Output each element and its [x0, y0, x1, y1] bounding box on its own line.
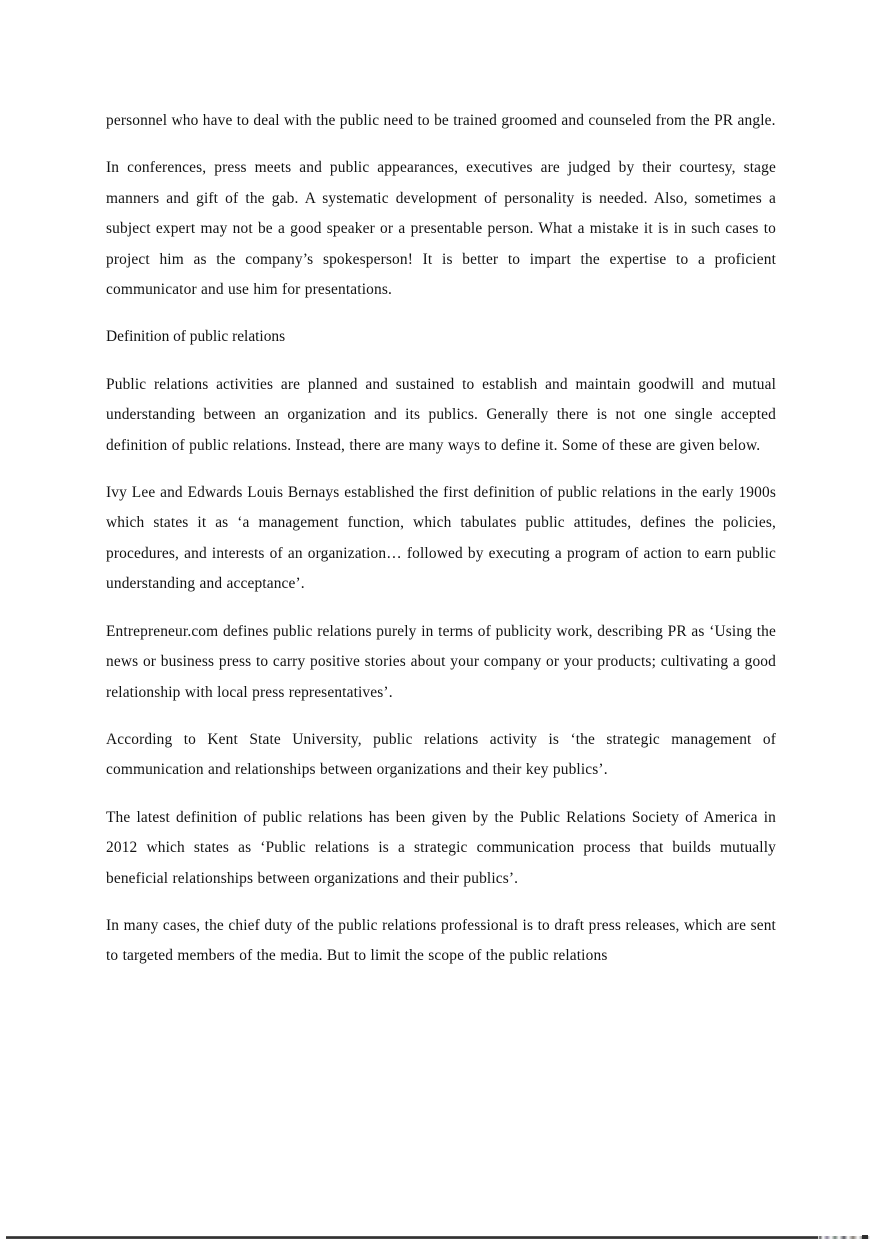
paragraph-chief-duty-press-releases: In many cases, the chief duty of the public relations professional is to draft press releases, which are sent to targeted members of the media. But to limit the scope of the public relations: [106, 916, 776, 965]
paragraph-conferences-press-meets: In conferences, press meets and public appearances, executives are judged by their courtesy, stage manners and gift of the gab. A systematic development of personality is needed. Also, sometimes a subject expert may not be a good speaker or a presentable person. What a mistake it is in such cases to project him as the company’s spokesperson! It is better to impart the expertise to a proficient communicator and use him for presentations.: [106, 159, 776, 299]
scan-edge-dot-artifact: [862, 1235, 868, 1239]
scan-edge-artifact: [6, 1236, 818, 1239]
paragraph-entrepreneur-com: Entrepreneur.com defines public relations purely in terms of publicity work, describing PR as ‘Using the news or business press to carry positive stories about your company or your products; cultivating a good relationship with local press representatives’.: [106, 622, 776, 701]
paragraph-ivy-lee-bernays: Ivy Lee and Edwards Louis Bernays established the first definition of public relations in the early 1900s which states it as ‘a management function, which tabulates public attitudes, defines the policies, procedures, and interests of an organization… followed by executing a program of action to earn public understanding and acceptance’.: [106, 484, 776, 593]
paragraph-prsa-2012: The latest definition of public relations has been given by the Public Relations Society of America in 2012 which states as ‘Public relations is a strategic communication process that builds mutually beneficial relationships between organizations and their publics’.: [106, 808, 776, 887]
paragraph-public-relations-activities: Public relations activities are planned and sustained to establish and maintain goodwill and mutual understanding between an organization and its publics. Generally there is not one single accepted definition of public relations. Instead, there are many ways to define it. Some of these are given below.: [106, 375, 776, 454]
document-text-column: [106, 106, 776, 989]
heading-definition-of-public-relations: Definition of public relations: [106, 328, 286, 346]
paragraph-kent-state-university: According to Kent State University, public relations activity is ‘the strategic management of communication and relationships between organizations and their key publics’.: [106, 730, 776, 779]
paragraph-personnel-public: personnel who have to deal with the public need to be trained groomed and counseled from the PR angle.: [106, 112, 776, 129]
